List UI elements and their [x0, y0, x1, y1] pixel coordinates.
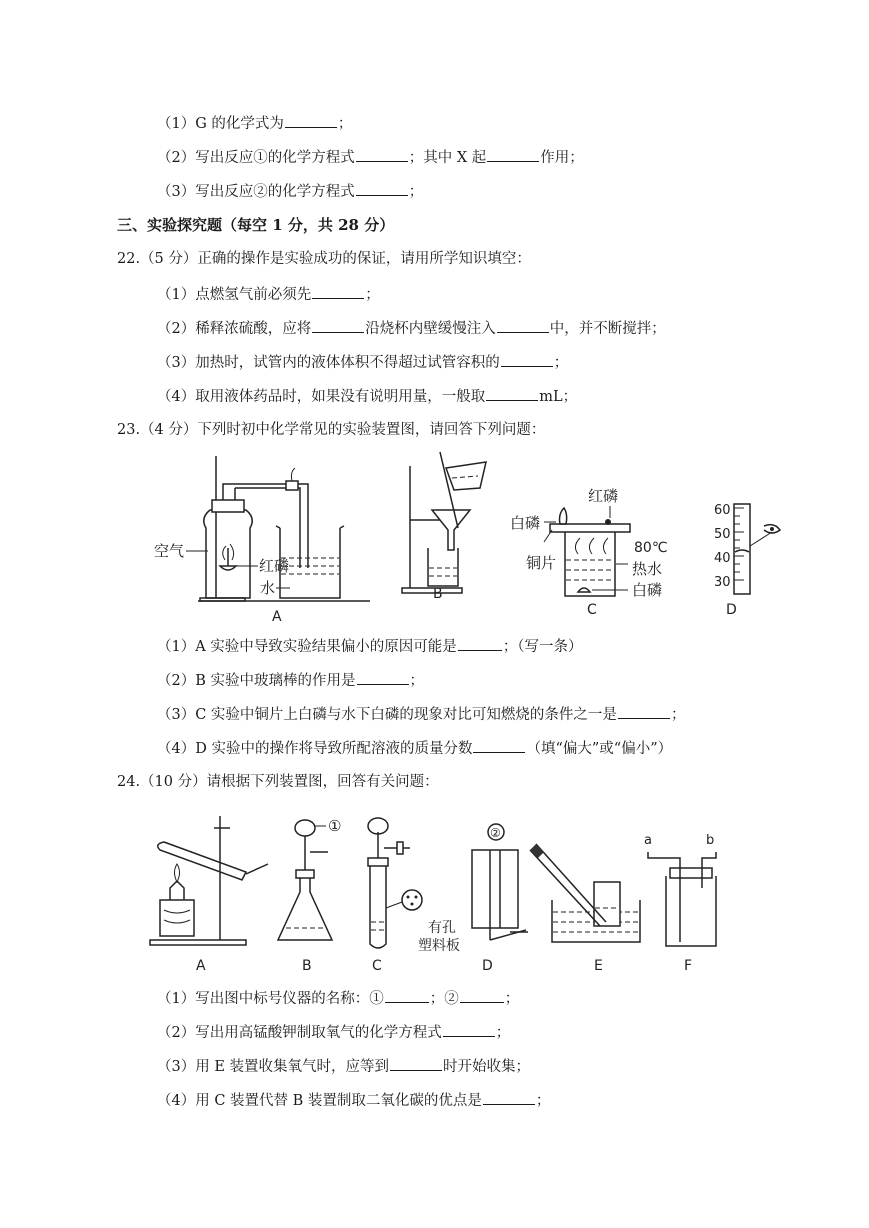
answer-blank[interactable]: [356, 147, 408, 162]
apparatus-b: [402, 452, 486, 602]
q23-apparatus-figure: [140, 448, 790, 623]
answer-blank[interactable]: [486, 386, 538, 401]
tick-30: 30: [714, 575, 731, 590]
answer-blank[interactable]: [385, 988, 429, 1003]
section-heading: 三、实验探究题（每空 1 分，共 28 分）: [117, 216, 395, 234]
tick-60: 60: [714, 503, 731, 518]
apparatus-d: [714, 503, 780, 618]
q23-part1: （1）A 实验中导致实验结果偏小的原因可能是 ；（写一条）: [157, 636, 583, 657]
label-white-phosphorus-bottom: 白磷: [632, 581, 663, 599]
label-porous-plate-2: 塑料板: [418, 938, 460, 954]
figure-label-b: B: [433, 586, 443, 602]
answer-blank[interactable]: [458, 636, 502, 651]
figure-label-f: F: [684, 958, 693, 974]
apparatus-f: [644, 833, 716, 974]
q23-part2: （2）B 实验中玻璃棒的作用是 ；: [157, 670, 424, 691]
q22-stem: 22.（5 分）正确的操作是实验成功的保证，请用所学知识填空：: [117, 251, 531, 267]
label-copper-plate: 铜片: [526, 554, 557, 572]
tick-50: 50: [714, 527, 731, 542]
answer-blank[interactable]: [443, 1022, 495, 1037]
marker-1: ①: [328, 817, 342, 835]
port-a-label: a: [644, 833, 652, 848]
q21-part3: （3）写出反应②的化学方程式 ；: [157, 181, 423, 202]
label-hot-water: 热水: [632, 560, 663, 578]
label-porous-plate-1: 有孔: [428, 920, 456, 936]
label-temperature: 80℃: [634, 540, 668, 556]
figure-label-d: D: [726, 602, 737, 618]
apparatus-a: [150, 816, 268, 974]
answer-blank[interactable]: [356, 181, 408, 196]
label-red-phosphorus: 红磷: [259, 557, 290, 575]
q24-part4: （4）用 C 装置代替 B 装置制取二氧化碳的优点是 ；: [157, 1090, 550, 1111]
answer-blank[interactable]: [487, 147, 539, 162]
apparatus-e: [530, 844, 640, 974]
figure-label-d: D: [482, 958, 493, 974]
answer-blank[interactable]: [390, 1056, 442, 1071]
answer-blank[interactable]: [501, 352, 553, 367]
q23-stem: 23.（4 分）下列时初中化学常见的实验装置图，请回答下列问题：: [117, 422, 546, 438]
q22-part3: （3）加热时，试管内的液体体积不得超过试管容积的 ；: [157, 352, 568, 373]
label-white-phosphorus-top: 白磷: [510, 514, 541, 532]
q22-part1: （1）点燃氢气前必须先 ；: [157, 284, 380, 305]
figure-label-e: E: [594, 958, 603, 974]
answer-blank[interactable]: [357, 670, 409, 685]
tick-40: 40: [714, 551, 731, 566]
q24-stem: 24.（10 分）请根据下列装置图，回答有关问题：: [117, 774, 439, 790]
apparatus-c: [510, 487, 668, 618]
q21-part2: （2）写出反应①的化学方程式 ；其中 X 起 作用；: [157, 147, 584, 168]
answer-blank[interactable]: [483, 1090, 535, 1105]
answer-blank[interactable]: [618, 704, 670, 719]
answer-blank[interactable]: [285, 113, 337, 128]
figure-label-c: C: [372, 958, 382, 974]
apparatus-a: [154, 456, 370, 625]
answer-blank[interactable]: [497, 318, 549, 333]
q22-part2: （2）稀释浓硫酸，应将 沿烧杯内壁缓慢注入 中，并不断搅拌；: [157, 318, 666, 339]
answer-blank[interactable]: [312, 284, 364, 299]
marker-2: ②: [490, 826, 501, 840]
apparatus-c: [368, 818, 460, 974]
port-b-label: b: [706, 833, 715, 848]
q24-part3: （3）用 E 装置收集氧气时，应等到 时开始收集；: [157, 1056, 530, 1077]
apparatus-d: [472, 824, 528, 974]
q24-part1: （1）写出图中标号仪器的名称：① ；② ；: [157, 988, 519, 1009]
label-water: 水: [260, 579, 276, 597]
q24-apparatus-figure: [150, 812, 730, 977]
figure-label-c: C: [587, 602, 597, 618]
answer-blank[interactable]: [312, 318, 364, 333]
figure-label-b: B: [302, 958, 312, 974]
answer-blank[interactable]: [460, 988, 504, 1003]
q23-part4: （4）D 实验中的操作将导致所配溶液的质量分数 （填“偏大”或“偏小”）: [157, 738, 672, 759]
figure-label-a: A: [196, 958, 206, 974]
q24-part2: （2）写出用高锰酸钾制取氧气的化学方程式 ；: [157, 1022, 510, 1043]
answer-blank[interactable]: [473, 738, 525, 753]
label-red-phosphorus-c: 红磷: [588, 487, 619, 505]
apparatus-b: [278, 817, 341, 974]
q23-part3: （3）C 实验中铜片上白磷与水下白磷的现象对比可知燃烧的条件之一是 ；: [157, 704, 685, 725]
figure-label-a: A: [272, 609, 282, 625]
q21-part1: （1）G 的化学式为 ；: [157, 113, 352, 134]
q22-part4: （4）取用液体药品时，如果没有说明用量，一般取 mL；: [157, 386, 577, 407]
label-air: 空气: [154, 542, 185, 560]
